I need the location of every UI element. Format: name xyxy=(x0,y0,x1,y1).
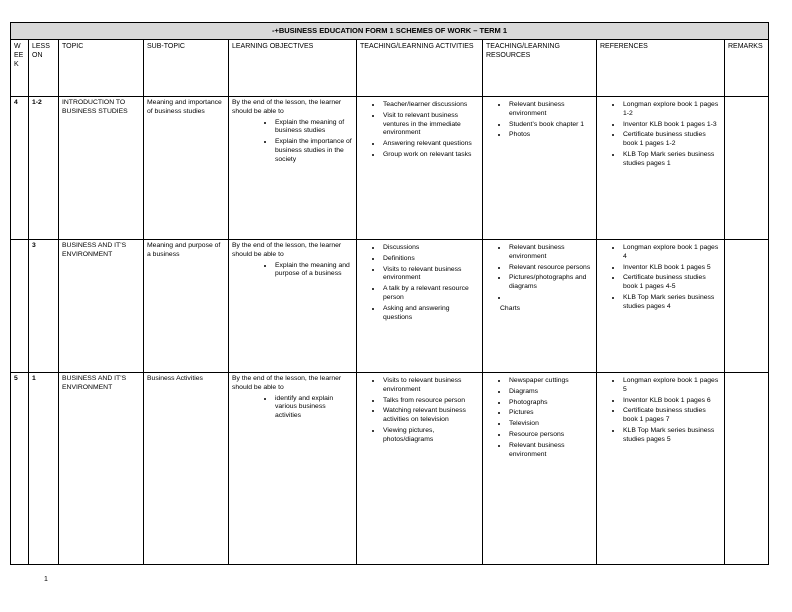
objectives-list xyxy=(232,395,353,421)
bullet-item: • Discussions xyxy=(382,244,479,253)
bullet-item: • Photographs xyxy=(508,399,593,408)
resources-cell xyxy=(483,373,597,565)
objectives-intro: By the end of the lesson, the learner should be able to xyxy=(232,242,342,258)
table-row xyxy=(11,373,769,565)
bullet-item: • Visit to relevant business ventures in the immediate environment xyxy=(382,112,479,138)
page-number: 1 xyxy=(44,576,48,583)
table-title: -+BUSINESS EDUCATION FORM 1 SCHEMES OF WORK – TERM 1 xyxy=(11,23,769,40)
bullet-item: • Diagrams xyxy=(508,388,593,397)
bullet-item: • identify and explain various business activities xyxy=(274,395,353,421)
activities-cell xyxy=(357,97,483,240)
bullet-item: • Explain the meaning of business studies xyxy=(274,119,353,137)
bullet-item: • Visits to relevant business environment xyxy=(382,266,479,284)
bullet-item: • Resource persons xyxy=(508,431,593,440)
bullet-item: • Relevant resource persons xyxy=(508,264,593,273)
objectives-list xyxy=(232,262,353,280)
resources-list xyxy=(486,101,593,140)
bullet-item: • Longman explore book 1 pages 4 xyxy=(622,244,721,262)
resources-list xyxy=(486,244,593,303)
references-cell xyxy=(597,373,725,565)
week-cell: 4 xyxy=(11,97,29,240)
bullet-item: • Newspaper cuttings xyxy=(508,377,593,386)
col-header-topic: TOPIC xyxy=(59,40,144,97)
col-header-subtopic: SUB-TOPIC xyxy=(144,40,229,97)
col-header-activities: TEACHING/LEARNING ACTIVITIES xyxy=(357,40,483,97)
activities-list xyxy=(360,377,479,445)
resources-cell xyxy=(483,240,597,373)
lesson-cell: 1-2 xyxy=(29,97,59,240)
subtopic-cell: Meaning and importance of business studies xyxy=(144,97,229,240)
bullet-item: • Answering relevant questions xyxy=(382,140,479,149)
topic-cell: INTRODUCTION TO BUSINESS STUDIES xyxy=(59,97,144,240)
table-title-row xyxy=(11,23,769,40)
col-header-references: REFERENCES xyxy=(597,40,725,97)
bullet-item: • Talks from resource person xyxy=(382,397,479,406)
bullet-item: • Viewing pictures, photos/diagrams xyxy=(382,427,479,445)
subtopic-cell: Business Activities xyxy=(144,373,229,565)
week-cell xyxy=(11,240,29,373)
bullet-item: • Inventor KLB book 1 pages 6 xyxy=(622,397,721,406)
references-list xyxy=(600,101,721,169)
bullet-item: • Explain the importance of business studies in the society xyxy=(274,138,353,164)
references-list xyxy=(600,244,721,312)
bullet-item: • Pictures/photographs and diagrams xyxy=(508,274,593,292)
objectives-cell xyxy=(229,240,357,373)
lesson-cell: 1 xyxy=(29,373,59,565)
bullet-item: • A talk by a relevant resource person xyxy=(382,285,479,303)
references-list xyxy=(600,377,721,445)
bullet-item xyxy=(508,294,593,303)
bullet-item: • Inventor KLB book 1 pages 5 xyxy=(622,264,721,273)
bullet-item: • Inventor KLB book 1 pages 1-3 xyxy=(622,121,721,130)
topic-cell: BUSINESS AND IT’S ENVIRONMENT xyxy=(59,240,144,373)
col-header-lesson: LESSON xyxy=(29,40,59,97)
bullet-item: • Definitions xyxy=(382,255,479,264)
schemes-of-work-table xyxy=(10,22,769,565)
remarks-cell xyxy=(725,373,769,565)
resources-extra-line: Charts xyxy=(500,304,521,312)
col-header-week: WEEK xyxy=(11,40,29,97)
bullet-item: • Longman explore book 1 pages 5 xyxy=(622,377,721,395)
topic-cell: BUSINESS AND IT’S ENVIRONMENT xyxy=(59,373,144,565)
activities-cell xyxy=(357,240,483,373)
bullet-item: • Relevant business environment xyxy=(508,101,593,119)
bullet-item: • Certificate business studies book 1 pages 7 xyxy=(622,407,721,425)
bullet-item: • KLB Top Mark series business studies pages 5 xyxy=(622,427,721,445)
bullet-item: • Relevant business environment xyxy=(508,244,593,262)
lesson-cell: 3 xyxy=(29,240,59,373)
bullet-item: • Photos xyxy=(508,131,593,140)
references-cell xyxy=(597,97,725,240)
objectives-cell xyxy=(229,97,357,240)
bullet-item: • Longman explore book 1 pages 1-2 xyxy=(622,101,721,119)
col-header-objectives: LEARNING OBJECTIVES xyxy=(229,40,357,97)
bullet-item: • Watching relevant business activities on television xyxy=(382,407,479,425)
bullet-item: • Relevant business environment xyxy=(508,442,593,460)
activities-list xyxy=(360,101,479,160)
remarks-cell xyxy=(725,97,769,240)
bullet-item: • Asking and answering questions xyxy=(382,305,479,323)
activities-list xyxy=(360,244,479,323)
remarks-cell xyxy=(725,240,769,373)
bullet-item: • Student’s book chapter 1 xyxy=(508,121,593,130)
activities-cell xyxy=(357,373,483,565)
bullet-item: • Certificate business studies book 1 pages 1-2 xyxy=(622,131,721,149)
bullet-item: • Group work on relevant tasks xyxy=(382,151,479,160)
references-cell xyxy=(597,240,725,373)
table-row xyxy=(11,240,769,373)
objectives-list xyxy=(232,119,353,165)
resources-cell xyxy=(483,97,597,240)
week-cell: 5 xyxy=(11,373,29,565)
bullet-item: • Teacher/learner discussions xyxy=(382,101,479,110)
bullet-item: • KLB Top Mark series business studies pages 4 xyxy=(622,294,721,312)
objectives-intro: By the end of the lesson, the learner should be able to xyxy=(232,375,342,391)
resources-list xyxy=(486,377,593,460)
col-header-remarks: REMARKS xyxy=(725,40,769,97)
bullet-item: • Visits to relevant business environment xyxy=(382,377,479,395)
bullet-item: • Pictures xyxy=(508,409,593,418)
bullet-item: • Explain the meaning and purpose of a business xyxy=(274,262,353,280)
table-row xyxy=(11,97,769,240)
subtopic-cell: Meaning and purpose of a business xyxy=(144,240,229,373)
table-header-row xyxy=(11,40,769,97)
col-header-resources: TEACHING/LEARNING RESOURCES xyxy=(483,40,597,97)
objectives-intro: By the end of the lesson, the learner should be able to xyxy=(232,99,342,115)
bullet-item: • KLB Top Mark series business studies pages 1 xyxy=(622,151,721,169)
bullet-item: • Certificate business studies book 1 pages 4-5 xyxy=(622,274,721,292)
bullet-item: • Television xyxy=(508,420,593,429)
objectives-cell xyxy=(229,373,357,565)
